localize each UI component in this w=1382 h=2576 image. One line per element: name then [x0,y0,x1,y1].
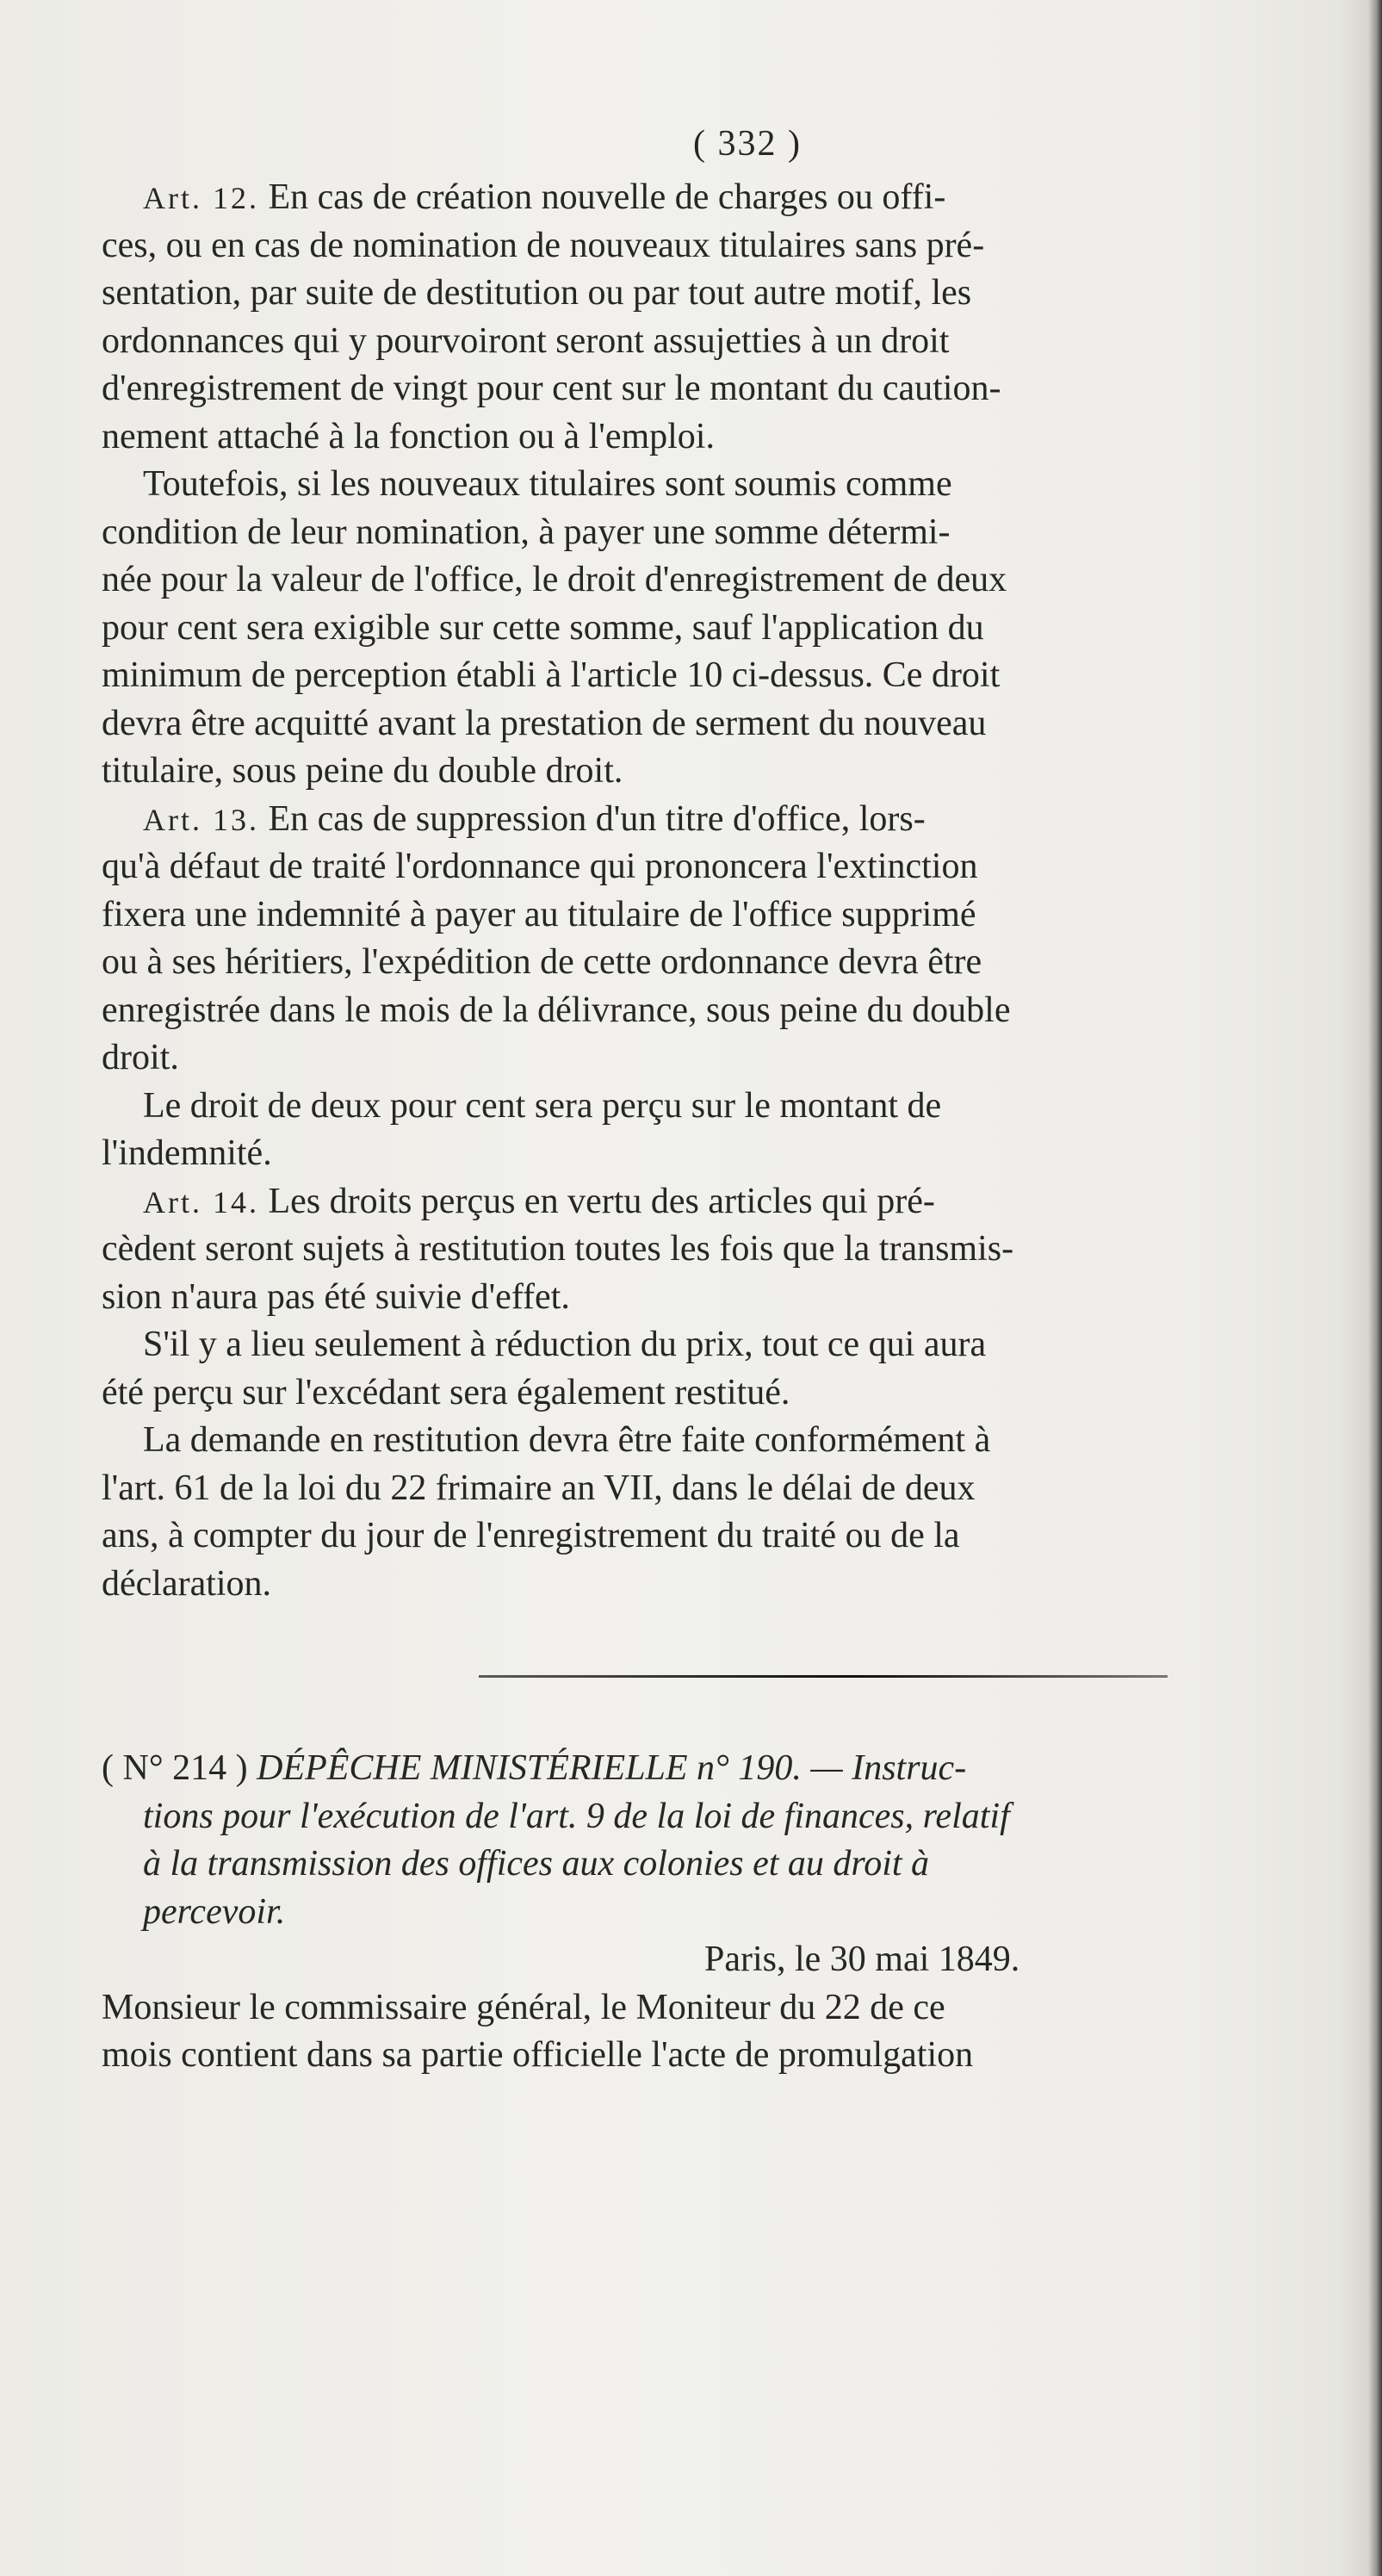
heading-line: percevoir. [143,1891,286,1932]
article-text-line: sentation, par suite de destitution ou par tout autre motif, les [102,273,972,313]
article-text-line: droit. [102,1038,179,1077]
paragraph-toutefois [102,461,1376,796]
article-label: Art. 12. [143,181,259,215]
article-text-line: sion n'aura pas été suivie d'effet. [102,1276,570,1317]
paragraph-line: minimum de perception établi à l'article 10 ci-dessus. Ce droit [102,655,1001,695]
heading-line: à la transmission des offices aux colonies et au droit à [143,1844,930,1884]
paragraph-line: condition de leur nomination, à payer une somme détermi- [102,512,951,552]
heading-line: tions pour l'exécution de l'art. 9 de la loi de finances, relatif [143,1796,1010,1836]
paragraph-line: été perçu sur l'excédant sera également restitué. [102,1372,790,1412]
paragraph-line: devra être acquitté avant la prestation de serment du nouveau [102,703,987,743]
article-text-line: ou à ses héritiers, l'expédition de cette ordonnance devra être [102,942,982,982]
article-text-line: En cas de création nouvelle de charges ou offi- [268,177,946,217]
paragraph-line: déclaration. [102,1563,272,1604]
article-text-line: fixera une indemnité à payer au titulaire de l'office supprimé [102,894,976,934]
paragraph-line: pour cent sera exigible sur cette somme, sauf l'application du [102,607,984,648]
article-text-line: Les droits perçus en vertu des articles qui pré- [268,1181,935,1221]
paragraph-line: Le droit de deux pour cent sera perçu sur le montant de [143,1085,942,1126]
article-text-line: cèdent seront sujets à restitution toutes les fois que la transmis- [102,1229,1014,1269]
paragraph-line: l'indemnité. [102,1133,272,1173]
paragraph-demande [102,1417,1376,1608]
article-14 [102,1178,1376,1322]
article-text-line: ordonnances qui y pourvoiront seront assujetties à un droit [102,320,950,361]
dispatch-heading [102,1745,1376,1936]
article-text-line: ces, ou en cas de nomination de nouveaux titulaires sans pré- [102,225,985,265]
paragraph-line: Toutefois, si les nouveaux titulaires sont soumis comme [143,464,952,504]
dateline: Paris, le 30 mai 1849. [704,1940,1020,1979]
letter-body [102,1984,1376,2080]
heading-number: ( N° 214 ) [102,1748,248,1788]
article-12 [102,174,1376,461]
paragraph-line: S'il y a lieu seulement à réduction du prix, tout ce qui aura [143,1325,987,1364]
page-number: ( 332 ) [693,124,802,164]
article-13 [102,796,1376,1083]
article-text-line: qu'à défaut de traité l'ordonnance qui prononcera l'extinction [102,847,978,886]
article-label: Art. 13. [143,802,259,837]
paragraph-line: La demande en restitution devra être faite conformément à [143,1420,991,1460]
paragraph-line: née pour la valeur de l'office, le droit d'enregistrement de deux [102,560,1007,599]
page-text-block [102,124,1376,2080]
letter-line: mois contient dans sa partie officielle l'acte de promulgation [102,2035,974,2075]
paragraph-line: ans, à compter du jour de l'enregistrement du traité ou de la [102,1516,960,1555]
article-text-line: En cas de suppression d'un titre d'office, lors- [268,798,926,839]
article-label: Art. 14. [143,1184,259,1220]
paragraph-reduction [102,1321,1376,1417]
letter-line: Monsieur le commissaire général, le Moniteur du 22 de ce [102,1987,945,2027]
article-text-line: d'enregistrement de vingt pour cent sur le montant du caution- [102,369,1001,408]
heading-title: DÉPÊCHE MINISTÉRIELLE n° 190. [257,1748,802,1788]
article-text-line: nement attaché à la fonction ou à l'emploi. [102,416,715,456]
paragraph-line: l'art. 61 de la loi du 22 frimaire an VII, dans le délai de deux [102,1468,976,1508]
paragraph-line: titulaire, sous peine du double droit. [102,751,623,791]
article-text-line: enregistrée dans le mois de la délivrance, sous peine du double [102,990,1011,1030]
paragraph-droit [102,1083,1376,1178]
heading-line: — Instruc- [810,1748,967,1788]
section-divider [479,1675,1168,1678]
